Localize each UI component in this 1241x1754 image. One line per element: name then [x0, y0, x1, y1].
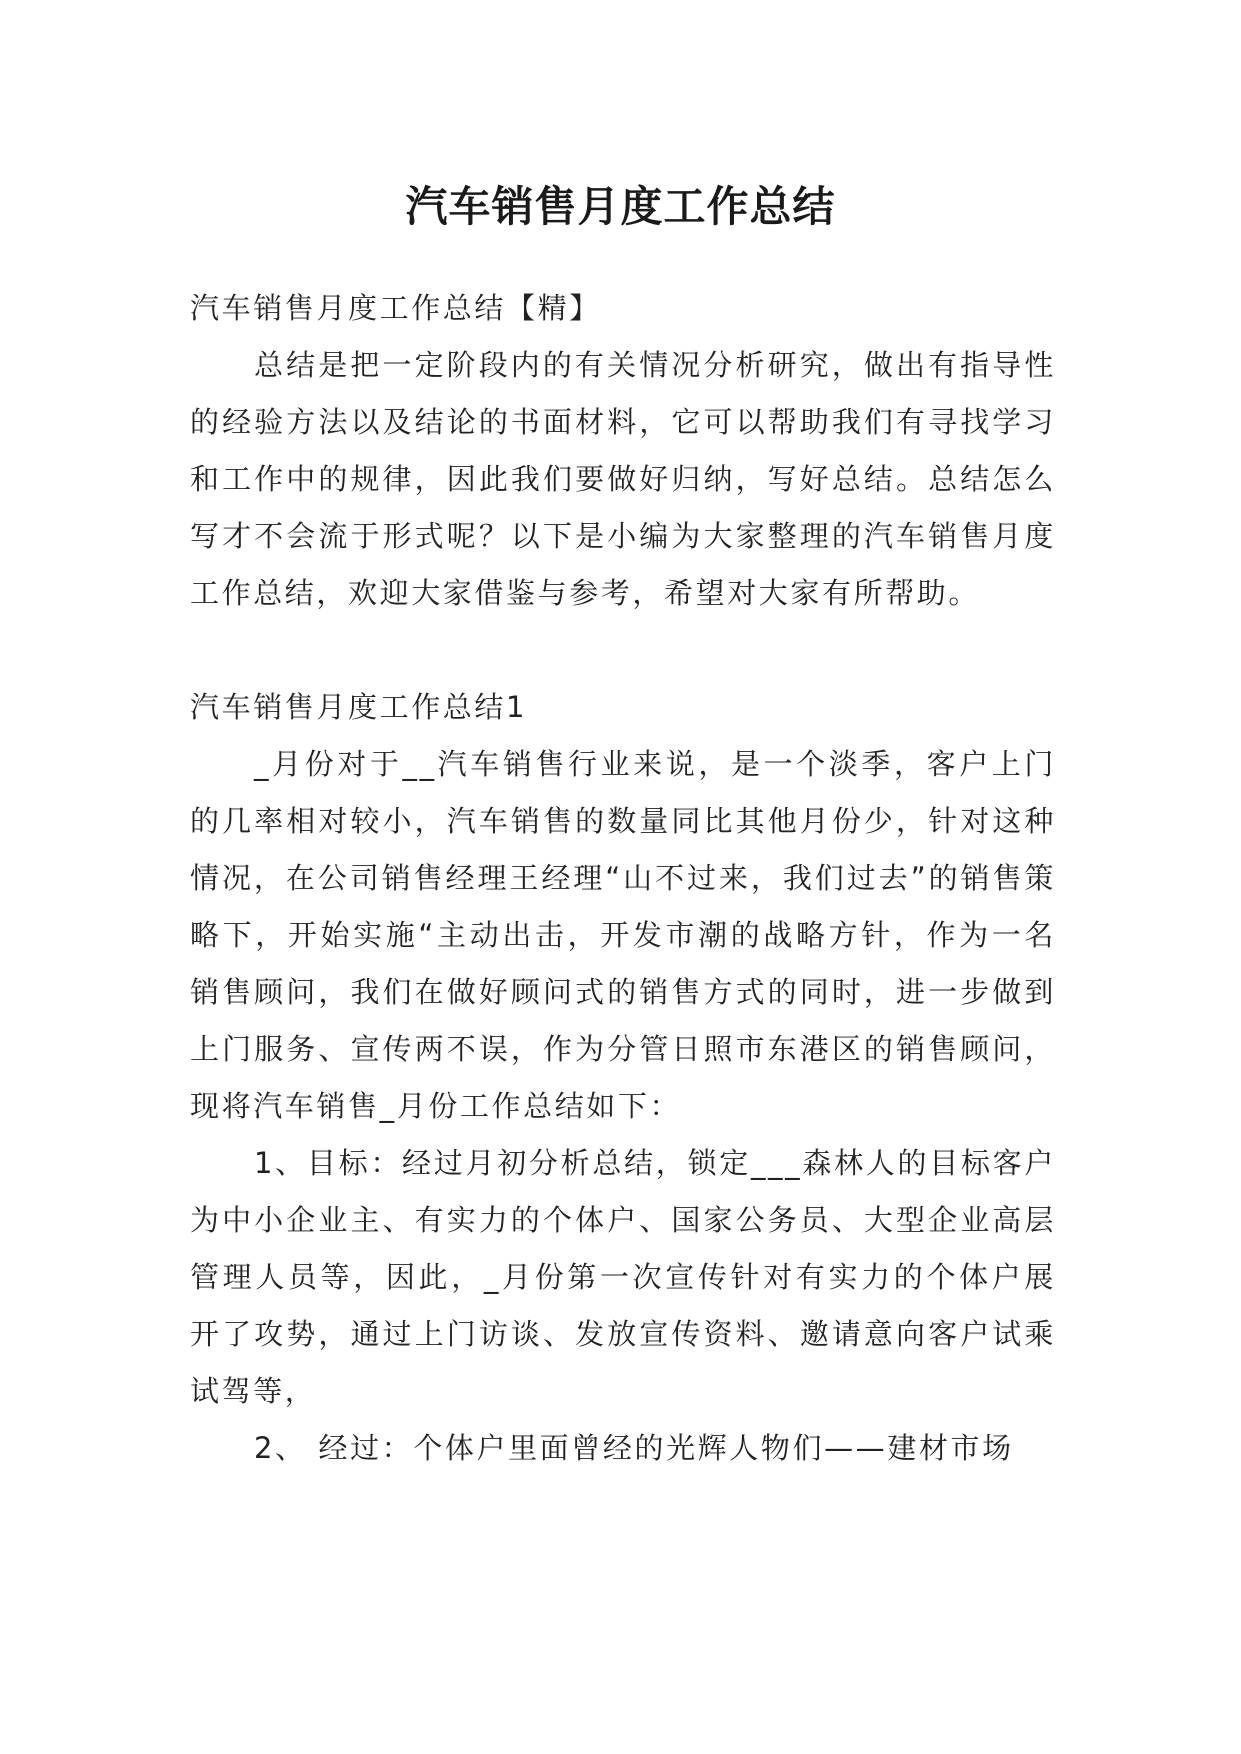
body-paragraph: _月份对于__汽车销售行业来说，是一个淡季，客户上门的几率相对较小，汽车销售的数量同比其他月份少，针对这种情况，在公司销售经理王经理“山不过来，我们过去”的销售策略下，开始实施“主动出击，开发市潮的战略方针，作为一名销售顾问，我们在做好顾问式的销售方式的同时，进一步做到上门服务、宣传两不误，作为分管日照市东港区的销售顾问，现将汽车销售_月份工作总结如下： — [190, 747, 1056, 1123]
body-paragraph: 1、目标：经过月初分析总结，锁定___森林人的目标客户为中小企业主、有实力的个体户、国家公务员、大型企业高层管理人员等，因此，_月份第一次宣传针对有实力的个体户展开了攻势，通过上门访谈、发放宣传资料、邀请意向客户试乘试驾等， — [190, 1146, 1056, 1408]
paragraph-gap — [190, 622, 1056, 679]
subtitle: 汽车销售月度工作总结【精】 — [190, 291, 601, 325]
body-paragraph: 2、 经过：个体户里面曾经的光辉人物们——建材市场 — [254, 1431, 1014, 1465]
document-title: 汽车销售月度工作总结 — [405, 182, 836, 232]
section-heading: 汽车销售月度工作总结1 — [190, 690, 528, 724]
document-body — [190, 280, 1056, 1477]
intro-paragraph: 总结是把一定阶段内的有关情况分析研究，做出有指导性的经验方法以及结论的书面材料，它可以帮助我们有寻找学习和工作中的规律，因此我们要做好归纳，写好总结。总结怎么写才不会流于形式呢？以下是小编为大家整理的汽车销售月度工作总结，欢迎大家借鉴与参考，希望对大家有所帮助。 — [190, 348, 1056, 610]
